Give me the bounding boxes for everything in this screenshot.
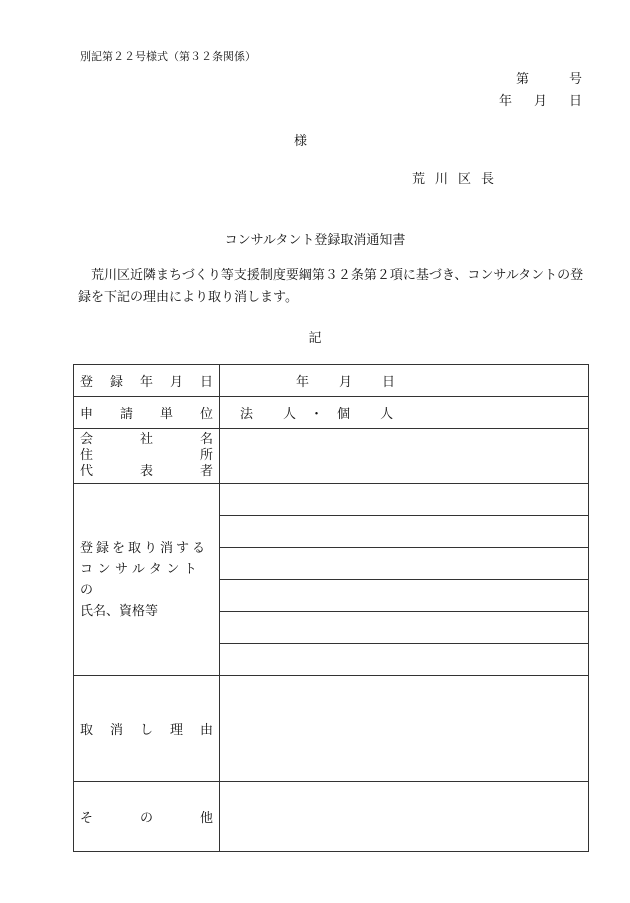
other-row bbox=[74, 782, 589, 852]
consultant-entry-2 bbox=[220, 516, 589, 548]
consultant-entry-4 bbox=[220, 580, 589, 612]
consultant-entry-5 bbox=[220, 612, 589, 644]
reason-value bbox=[220, 676, 589, 782]
other-label: そ の 他 bbox=[74, 782, 220, 852]
registration-date-row bbox=[74, 365, 589, 397]
ki-heading: 記 bbox=[308, 331, 322, 346]
other-value bbox=[220, 782, 589, 852]
consultant-entry-3 bbox=[220, 548, 589, 580]
consultant-row-1 bbox=[74, 484, 589, 516]
document-number-line: 第 号 bbox=[515, 72, 582, 87]
notice-table bbox=[73, 364, 589, 852]
body-text: 荒川区近隣まちづくり等支援制度要綱第３２条第２項に基づき、コンサルタントの登録を下記の理由により取り消します。 bbox=[78, 268, 584, 305]
registration-date-label: 登 録 年 月 日 bbox=[74, 365, 220, 397]
company-name-label: 会 社 名 bbox=[80, 432, 213, 447]
representative-label: 代 表 者 bbox=[80, 464, 213, 479]
company-row bbox=[74, 429, 589, 484]
form-number: 別記第２２号様式（第３２条関係） bbox=[80, 50, 256, 63]
registration-date-value: 年 月 日 bbox=[220, 365, 589, 397]
application-unit-options: 法 人 ・ 個 人 bbox=[220, 397, 589, 429]
document-title: コンサルタント登録取消通知書 bbox=[224, 233, 406, 248]
reason-row bbox=[74, 676, 589, 782]
reason-label: 取 消 し 理 由 bbox=[74, 676, 220, 782]
issue-date-line: 年 月 日 bbox=[498, 94, 582, 109]
address-label: 住 所 bbox=[80, 448, 213, 463]
addressee-suffix: 様 bbox=[294, 134, 308, 149]
consultant-label: 登録を取り消する コンサルタントの 氏名、資格等 bbox=[74, 484, 220, 676]
consultant-entry-1 bbox=[220, 484, 589, 516]
application-unit-label: 申 請 単 位 bbox=[74, 397, 220, 429]
company-label bbox=[74, 429, 220, 484]
sender: 荒川区長 bbox=[412, 172, 505, 187]
company-value bbox=[220, 429, 589, 484]
application-unit-row bbox=[74, 397, 589, 429]
consultant-entry-6 bbox=[220, 644, 589, 676]
